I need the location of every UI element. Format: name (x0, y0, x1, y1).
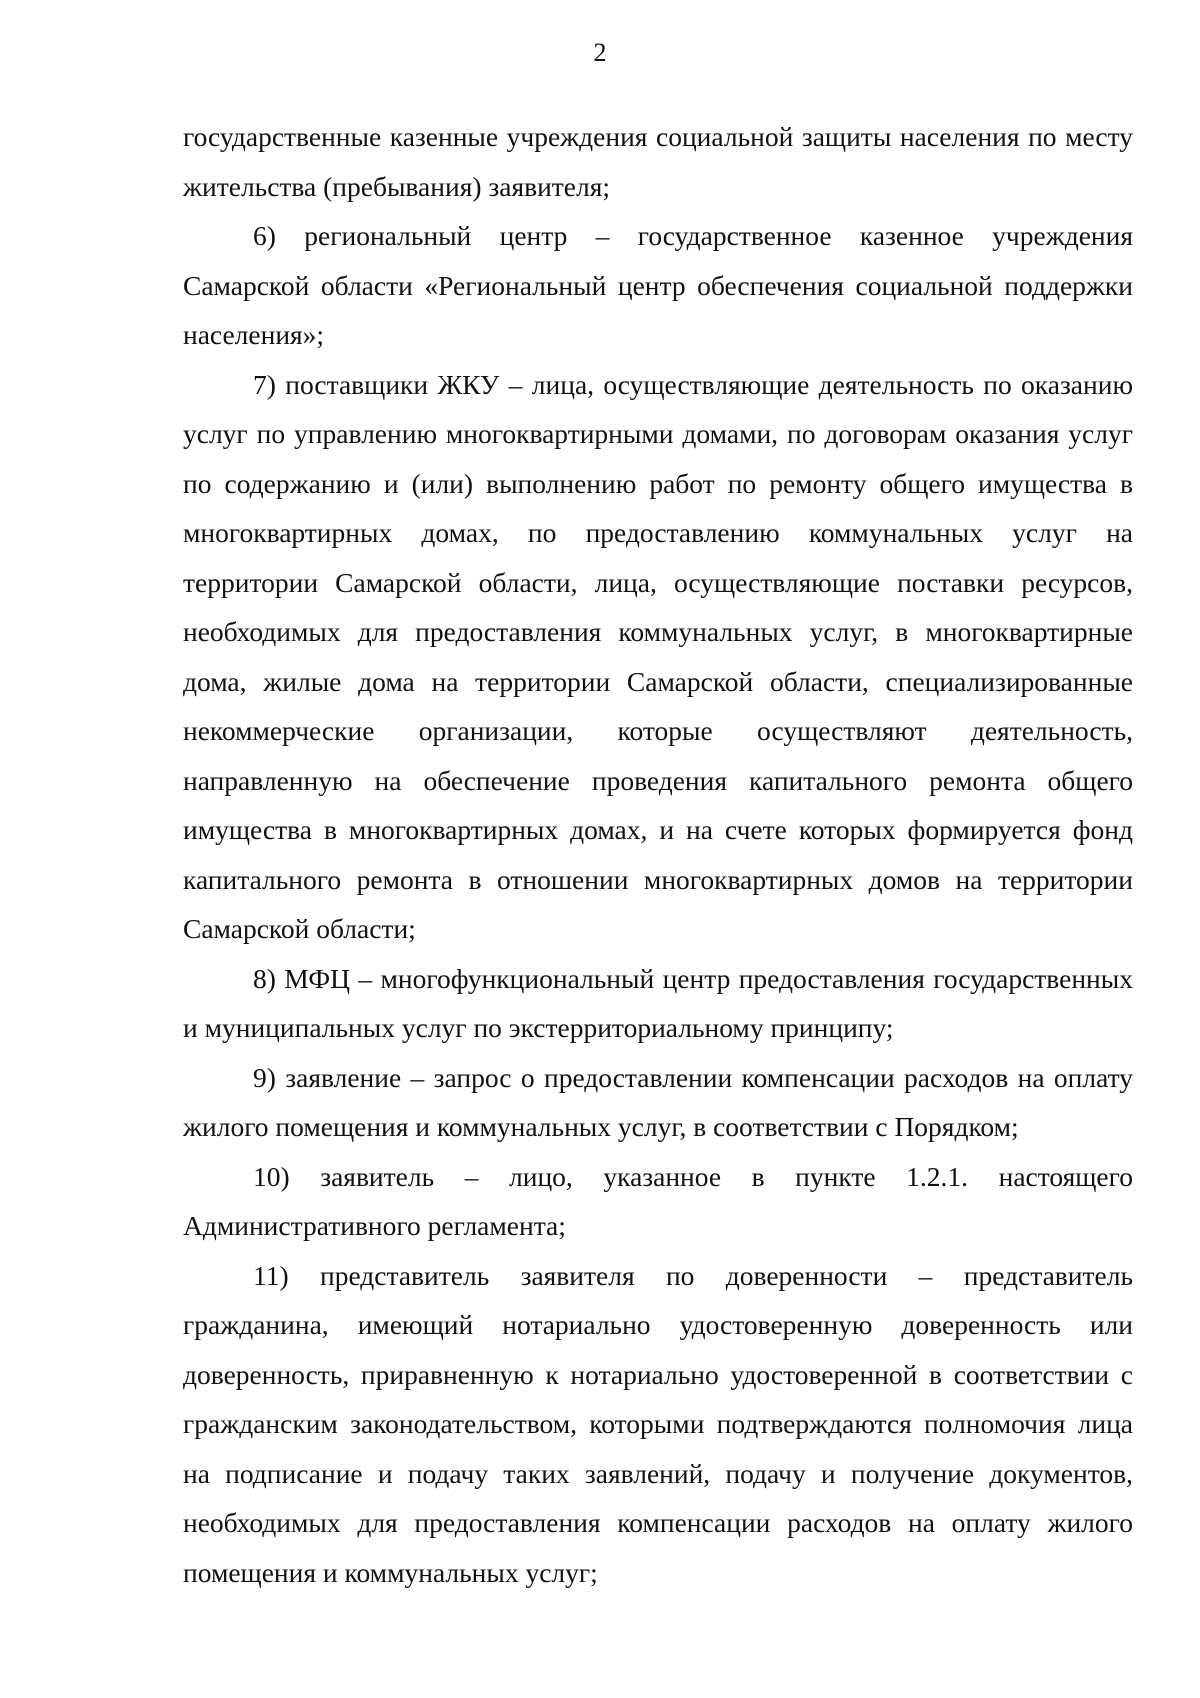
page-number: 2 (593, 38, 607, 67)
paragraph-item-9: 9) заявление – запрос о предоставлении компенсации расходов на оплату жилого помещения и коммунальных услуг, в соответствии с Порядком; (183, 1061, 1133, 1142)
paragraph-item-6: 6) региональный центр – государственное казенное учреждения Самарской области «Региональный центр обеспечения социальной поддержки населения»; (183, 220, 1133, 350)
paragraph-item-11: 11) представитель заявителя по доверенности – представитель гражданина, имеющий нотариально удостоверенную доверенность или доверенность, приравненную к нотариально удостоверенной в соответствии с гражданским законодательством, которыми подтверждаются полномочия лица на подписание и подачу таких заявлений, подачу и получение документов, необходимых для предоставления компенсации расходов на оплату жилого помещения и коммунальных услуг; (183, 1259, 1133, 1588)
paragraph-continuation: государственные казенные учреждения социальной защиты населения по месту жительства (пребывания) заявителя; (183, 121, 1133, 202)
paragraph-item-7: 7) поставщики ЖКУ – лица, осуществляющие деятельность по оказанию услуг по управлению многоквартирными домами, по договорам оказания услуг по содержанию и (или) выполнению работ по ремонту общего имущества в многоквартирных домах, по предоставлению коммунальных услуг на территории Самарской области, лица, осуществляющие поставки ресурсов, необходимых для предоставления коммунальных услуг, в многоквартирные дома, жилые дома на территории Самарской области, специализированные некоммерческие организации, которые осуществляют деятельность, направленную на обеспечение проведения капитального ремонта общего имущества в многоквартирных домах, и на счете которых формируется фонд капитального ремонта в отношении многоквартирных домов на территории Самарской области; (183, 368, 1133, 944)
paragraph-item-8: 8) МФЦ – многофункциональный центр предоставления государственных и муниципальных услуг по экстерриториальному принципу; (183, 962, 1133, 1043)
document-body (183, 112, 1133, 1597)
paragraph-item-10: 10) заявитель – лицо, указанное в пункте 1.2.1. настоящего Административного регламента; (183, 1160, 1133, 1241)
